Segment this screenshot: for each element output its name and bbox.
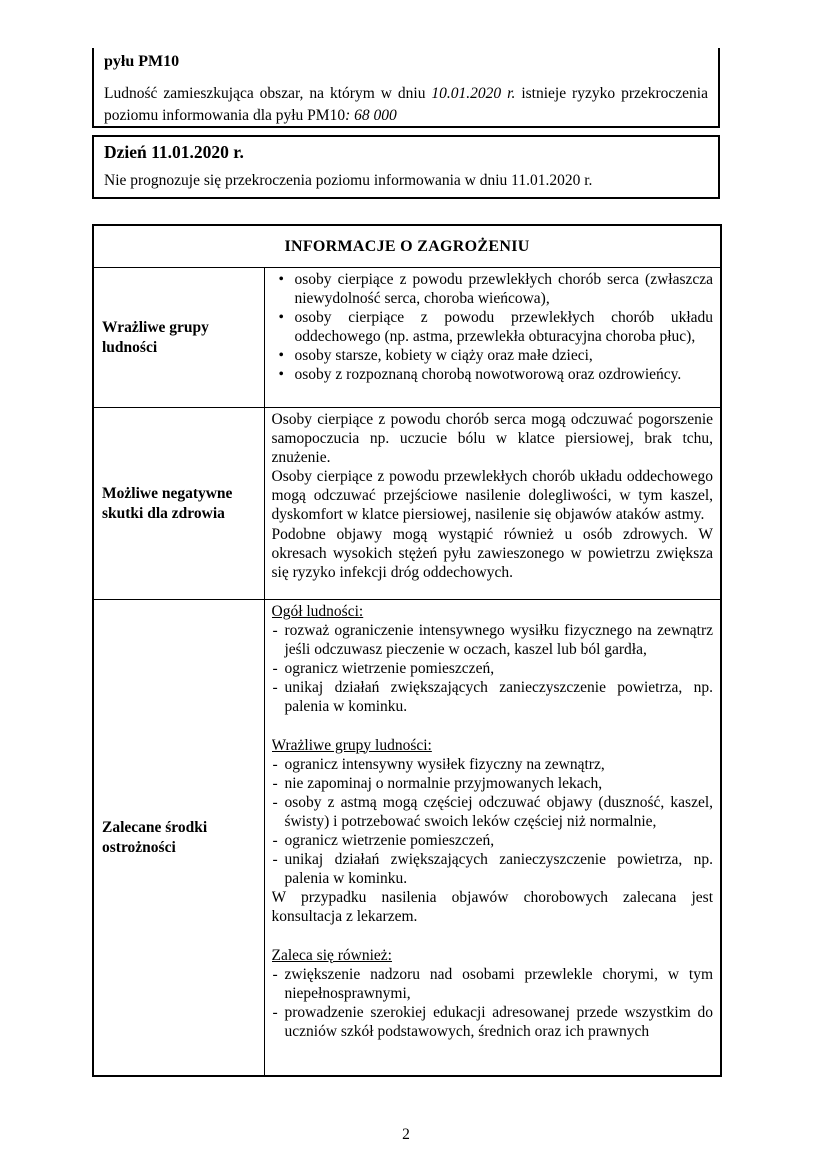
table-row-precautions [93,600,721,1077]
row-label-precautions: Zalecane środki ostrożności [93,600,264,1077]
risk-text-run1: Ludność zamieszkująca obszar, na którym w dniu [104,85,432,102]
row-label-health-effects: Możliwe negatywne skutki dla zdrowia [93,408,264,600]
health-effects-text [272,410,714,597]
pm10-box-title: pyłu PM10 [104,53,180,70]
table-header-row [93,225,721,268]
list-item: • osoby cierpiące z powodu przewlekłych chorób serca (zwłaszcza niewydolność serca, choroba wieńcowa), [272,270,714,308]
precautions-text [272,602,714,1073]
pm10-risk-box [92,48,720,128]
risk-text-run2: istnieje ryzyko przekroczenia poziomu informowania dla pyłu PM10 [104,85,708,124]
list-item: - nie zapominaj o normalnie przyjmowanych lekach, [272,774,714,793]
row-content-precautions [264,600,721,1077]
list-item: - ogranicz wietrzenie pomieszczeń, [272,831,714,850]
list-item: - rozważ ograniczenie intensywnego wysiłku fizycznego na zewnątrz jeśli odczuwasz pieczenie w oczach, kaszel lub ból gardła, [272,621,714,659]
paragraph: Osoby cierpiące z powodu przewlekłych chorób układu oddechowego mogą odczuwać przejściowe nasilenie dolegliwości, w tym kaszel, dyskomfort w klatce piersiowej, nasilenie się objawów ataków astmy. [271,468,714,524]
list-item: - ogranicz intensywny wysiłek fizyczny na zewnątrz, [272,755,714,774]
list-item: - ogranicz wietrzenie pomieszczeń, [272,659,714,678]
list-item: - zwiększenie nadzoru nad osobami przewlekle chorymi, w tym niepełnosprawnymi, [272,965,714,1003]
list-item: • osoby cierpiące z powodu przewlekłych chorób układu oddechowego (np. astma, przewlekła obturacyjna choroba płuc), [272,308,714,346]
doctor-consultation-note: W przypadku nasilenia objawów chorobowych zalecana jest konsultacja z lekarzem. [271,889,714,926]
table-row-sensitive-groups [93,268,721,408]
document-content [92,48,720,1077]
table-title: INFORMACJE O ZAGROŻENIU [93,225,721,268]
list-item: • osoby starsze, kobiety w ciąży oraz małe dzieci, [272,346,714,365]
list-item: - unikaj działań zwiększających zanieczyszczenie powietrza, np. palenia w kominku. [272,850,714,888]
spacer [272,927,714,946]
list-item: - unikaj działań zwiększających zanieczyszczenie powietrza, np. palenia w kominku. [272,678,714,716]
list-item: • osoby z rozpoznaną chorobą nowotworową oraz ozdrowieńcy. [272,365,714,384]
sub-heading-sensitive-groups: Wrażliwe grupy ludności: [271,736,432,754]
page-number: 2 [402,1126,410,1143]
sub-heading-also-recommended: Zaleca się również: [271,946,392,964]
risk-population-italic: : 68 000 [345,106,397,124]
paragraph: Podobne objawy mogą wystąpić również u osób zdrowych. W okresach wysokich stężeń pyłu zawieszonego w powietrzu zwiększa się ryzyko infekcji dróg oddechowych. [271,525,714,581]
list-item: - prowadzenie szerokiej edukacji adresowanej przede wszystkim do uczniów szkół podstawowych, średnich oraz ich prawnych [272,1003,714,1041]
row-content-sensitive-groups [264,268,721,408]
paragraph: Osoby cierpiące z powodu chorób serca mogą odczuwać pogorszenie samopoczucia np. uczucie bólu w klatce piersiowej, brak tchu, znużenie. [271,411,714,467]
sensitive-groups-list [272,270,714,405]
spacer [272,717,714,736]
risk-date-italic: 10.01.2020 r. [431,85,516,102]
row-label-sensitive-groups: Wrażliwe grupy ludności [93,268,264,408]
pm10-risk-paragraph [104,83,708,126]
table-row-health-effects [93,408,721,600]
day-forecast-text: Nie prognozuje się przekroczenia poziomu informowania w dniu 11.01.2020 r. [104,172,593,189]
day-forecast-box [92,135,720,199]
row-content-health-effects [264,408,721,600]
hazard-info-table [92,224,722,1077]
sub-heading-general-population: Ogół ludności: [271,603,364,620]
list-item: - osoby z astmą mogą częściej odczuwać objawy (duszność, kaszel, świsty) i potrzebować swoich leków częściej niż normalnie, [272,793,714,831]
day-forecast-title: Dzień 11.01.2020 r. [104,142,244,162]
